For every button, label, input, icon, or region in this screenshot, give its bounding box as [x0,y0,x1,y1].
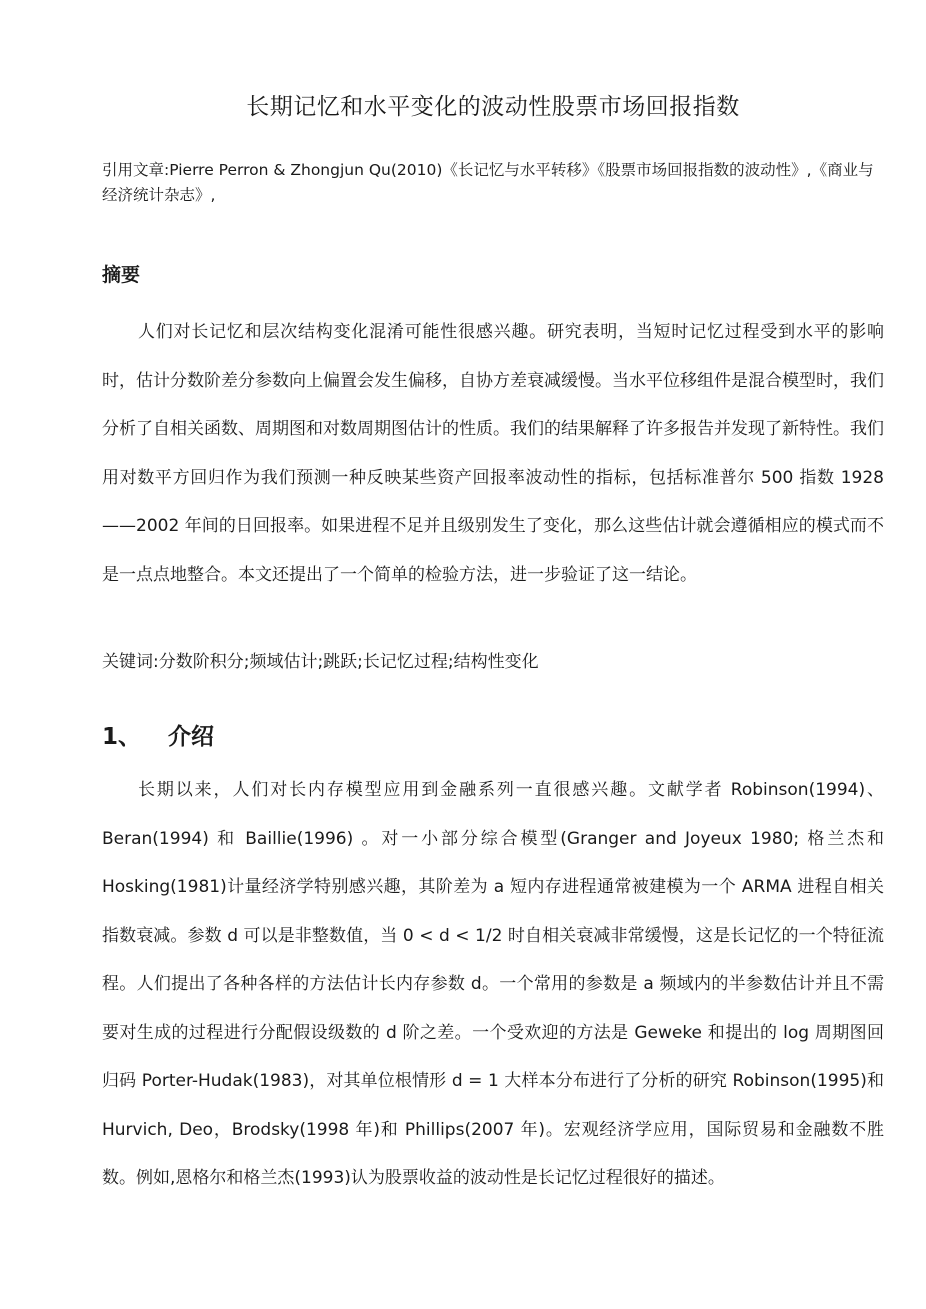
keywords: 关键词:分数阶积分;频域估计;跳跃;长记忆过程;结构性变化 [102,652,539,672]
document-title: 长期记忆和水平变化的波动性股票市场回报指数 [246,94,740,120]
abstract-heading: 摘要 [102,264,141,286]
abstract-body: 人们对长记忆和层次结构变化混淆可能性很感兴趣。研究表明，当短时记忆过程受到水平的影响时，估计分数阶差分参数向上偏置会发生偏移，自协方差衰减缓慢。当水平位移组件是混合模型时，我们分析了自相关函数、周期图和对数周期图估计的性质。我们的结果解释了许多报告并发现了新特性。我们用对数平方回归作为我们预测一种反映某些资产回报率波动性的指标，包括标准普尔 500 指数 1928——2002 年间的日回报率。如果进程不足并且级别发生了变化，那么这些估计就会遵循相应的模式而不是一点点地整合。本文还提出了一个简单的检验方法，进一步验证了这一结论。 [102,322,884,585]
section-heading-introduction [102,718,214,751]
section-title: 介绍 [168,724,214,750]
citation: 引用文章:Pierre Perron & Zhongjun Qu(2010)《长记忆与水平转移》《股票市场回报指数的波动性》,《商业与经济统计杂志》, [102,161,874,204]
section-number: 1、 [102,724,142,750]
introduction-body: 长期以来，人们对长内存模型应用到金融系列一直很感兴趣。文献学者 Robinson(1994)、Beran(1994) 和 Baillie(1996) 。对一小部分综合模型(Granger and Joyeux 1980; 格兰杰和 Hosking(1981)计量经济学特别感兴趣，其阶差为 a 短内存进程通常被建模为一个 ARMA 进程自相关指数衰减。参数 d 可以是非整数值，当 0 < d < 1/2 时自相关衰减非常缓慢，这是长记忆的一个特征流程。人们提出了各种各样的方法估计长内存参数 d。一个常用的参数是 a 频域内的半参数估计并且不需要对生成的过程进行分配假设级数的 d 阶之差。一个受欢迎的方法是 Geweke 和提出的 log 周期图回归码 Porter-Hudak(1983)，对其单位根情形 d = 1 大样本分布进行了分析的研究 Robinson(1995)和 Hurvich, Deo，Brodsky(1998 年)和 Phillips(2007 年)。宏观经济学应用，国际贸易和金融数不胜数。例如,恩格尔和格兰杰(1993)认为股票收益的波动性是长记忆过程很好的描述。 [102,780,884,1188]
